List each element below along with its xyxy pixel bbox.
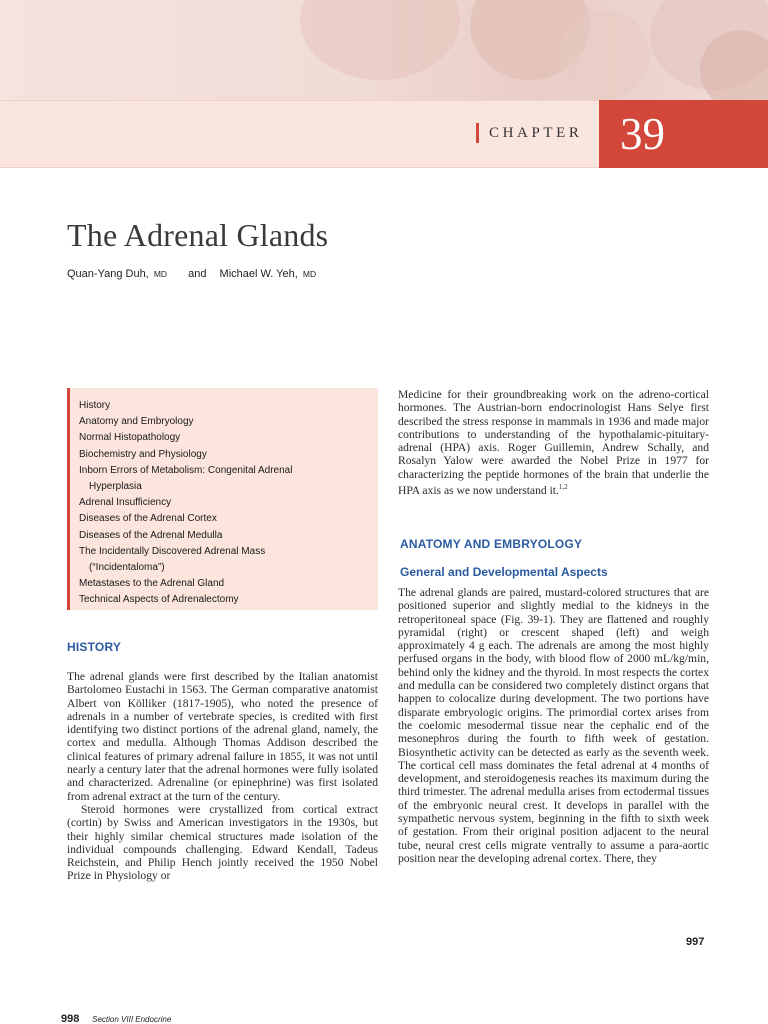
paragraph: Steroid hormones were crystallized from cortical extract (cortin) by Swiss and American investigators in the 1930s, but their highly similar chemical structures made isolation of the individual compounds challenging. Edward Kendall, Tadeus Reichstein, and Philip Hench jointly received the 1950 Nobel Prize in Physiology or — [67, 802, 378, 883]
photo-figure-shape — [560, 10, 650, 100]
paragraph — [398, 388, 709, 497]
outline-item[interactable]: Normal Histopathology — [79, 432, 181, 444]
chapter-label — [476, 120, 583, 146]
chapter-title: The Adrenal Glands — [67, 217, 329, 253]
author-line — [67, 268, 316, 280]
author-degree: MD — [153, 269, 168, 279]
outline-item[interactable]: Diseases of the Adrenal Medulla — [79, 529, 223, 541]
reference-superscript: 1,2 — [558, 483, 568, 492]
section-heading-history: HISTORY — [67, 640, 122, 654]
paragraph: The adrenal glands are paired, mustard-colored structures that are positioned superior and slightly medial to the kidneys in the retroperitoneal space (Fig. 39-1). They are flattened and roughly pyramidal (right) or crescent shaped (left) and weigh approximately 4 g each. The adrenals are among the most highly perfused organs in the body, with blood flow of 2000 mL/kg/min, behind only the kidney and the thyroid. In most respects the cortex and medulla can be considered two completely distinct organs that happen to colocalize during development. The two portions have disparate embryologic origins. The primordial cortex arises from the coelomic mesodermal tissue near the cephalic end of the mesonephros during the fourth to fifth week of gestation. Biosynthetic activity can be detected as early as the seventh week. The cortical cell mass dominates the fetal adrenal at 4 months of development, and steroidogenesis reaches its maximum during the third trimester. The adrenal medulla arises from ectodermal tissues of the embryonic neural crest. It develops in parallel with the sympathetic nervous system, beginning in the fifth to sixth week of gestation. From their original position adjacent to the neural tube, neural crest cells migrate ventrally to assume a para-aortic position near the developing adrenal cortex. There, they — [398, 586, 709, 865]
section-heading-anatomy: ANATOMY AND EMBRYOLOGY — [400, 537, 583, 551]
author-name: Michael W. Yeh, — [219, 268, 298, 280]
outline-item-line: The Incidentally Discovered Adrenal Mass — [79, 545, 266, 557]
outline-item[interactable]: Adrenal Insufficiency — [79, 497, 172, 509]
outline-item[interactable]: Technical Aspects of Adrenalectomy — [79, 594, 239, 606]
outline-item[interactable] — [79, 544, 378, 576]
right-intro-text — [398, 388, 709, 497]
author-degree: MD — [302, 269, 317, 279]
next-page-footer — [61, 1013, 171, 1024]
chapter-label-text: CHAPTER — [489, 124, 583, 141]
footer-page-number: 998 — [61, 1013, 80, 1024]
paragraph: The adrenal glands were first described by the Italian anatomist Bartolomeo Eustachi in 1563. The German comparative anatomist Albert von Kölliker (1817-1905), who noted the presence of adrenals in a number of vertebrate species, is credited with first identifying two distinct portions of the adrenal gland, namely, the cortex and medulla. Although Thomas Addison described the clinical features of primary adrenal failure in 1855, it was not until nearly a century later that the adrenal hormones were fully isolated and characterized. Adrenaline (or epinephrine) was first isolated from adrenal extract at the turn of the century. — [67, 670, 378, 803]
paragraph-text: Medicine for their groundbreaking work on the adreno-cortical hormones. The Austrian-born endocrinologist Hans Selye first described the stress response in mammals in 1936 and made major contributions to understanding of the hypothalamic-pituitary-adrenal (HPA) axis. Roger Guillemin, Andrew Schally, and Rosalyn Yalow were awarded the Nobel Prize in 1977 for characterizing the peptide hormones of the brain that underlie the HPA axis as we now understand it. — [398, 388, 709, 497]
history-body — [67, 670, 378, 883]
author-joiner: and — [188, 268, 207, 280]
photo-figure-shape — [300, 0, 460, 80]
outline-item[interactable]: History — [79, 400, 111, 411]
outline-item[interactable] — [79, 463, 378, 495]
outline-item-continuation: Hyperplasia — [89, 481, 142, 493]
footer-section: Section VIII Endocrine — [92, 1015, 172, 1024]
chapter-number-box — [599, 100, 768, 168]
anatomy-body — [398, 586, 709, 865]
outline-item-continuation: (“Incidentaloma”) — [89, 562, 165, 574]
chapter-accent-bar — [476, 123, 479, 143]
outline-item[interactable]: Metastases to the Adrenal Gland — [79, 578, 225, 590]
outline-item[interactable]: Diseases of the Adrenal Cortex — [79, 513, 217, 525]
chapter-header-photo — [0, 0, 768, 100]
outline-item-line: Inborn Errors of Metabolism: Congenital Adrenal — [79, 464, 293, 476]
outline-item[interactable]: Anatomy and Embryology — [79, 416, 194, 428]
subsection-heading: General and Developmental Aspects — [400, 565, 608, 579]
chapter-outline — [67, 388, 378, 610]
author-name: Quan-Yang Duh, — [67, 268, 149, 280]
chapter-number: 39 — [620, 108, 665, 159]
page-number: 997 — [686, 936, 705, 948]
outline-item[interactable]: Biochemistry and Physiology — [79, 448, 207, 460]
